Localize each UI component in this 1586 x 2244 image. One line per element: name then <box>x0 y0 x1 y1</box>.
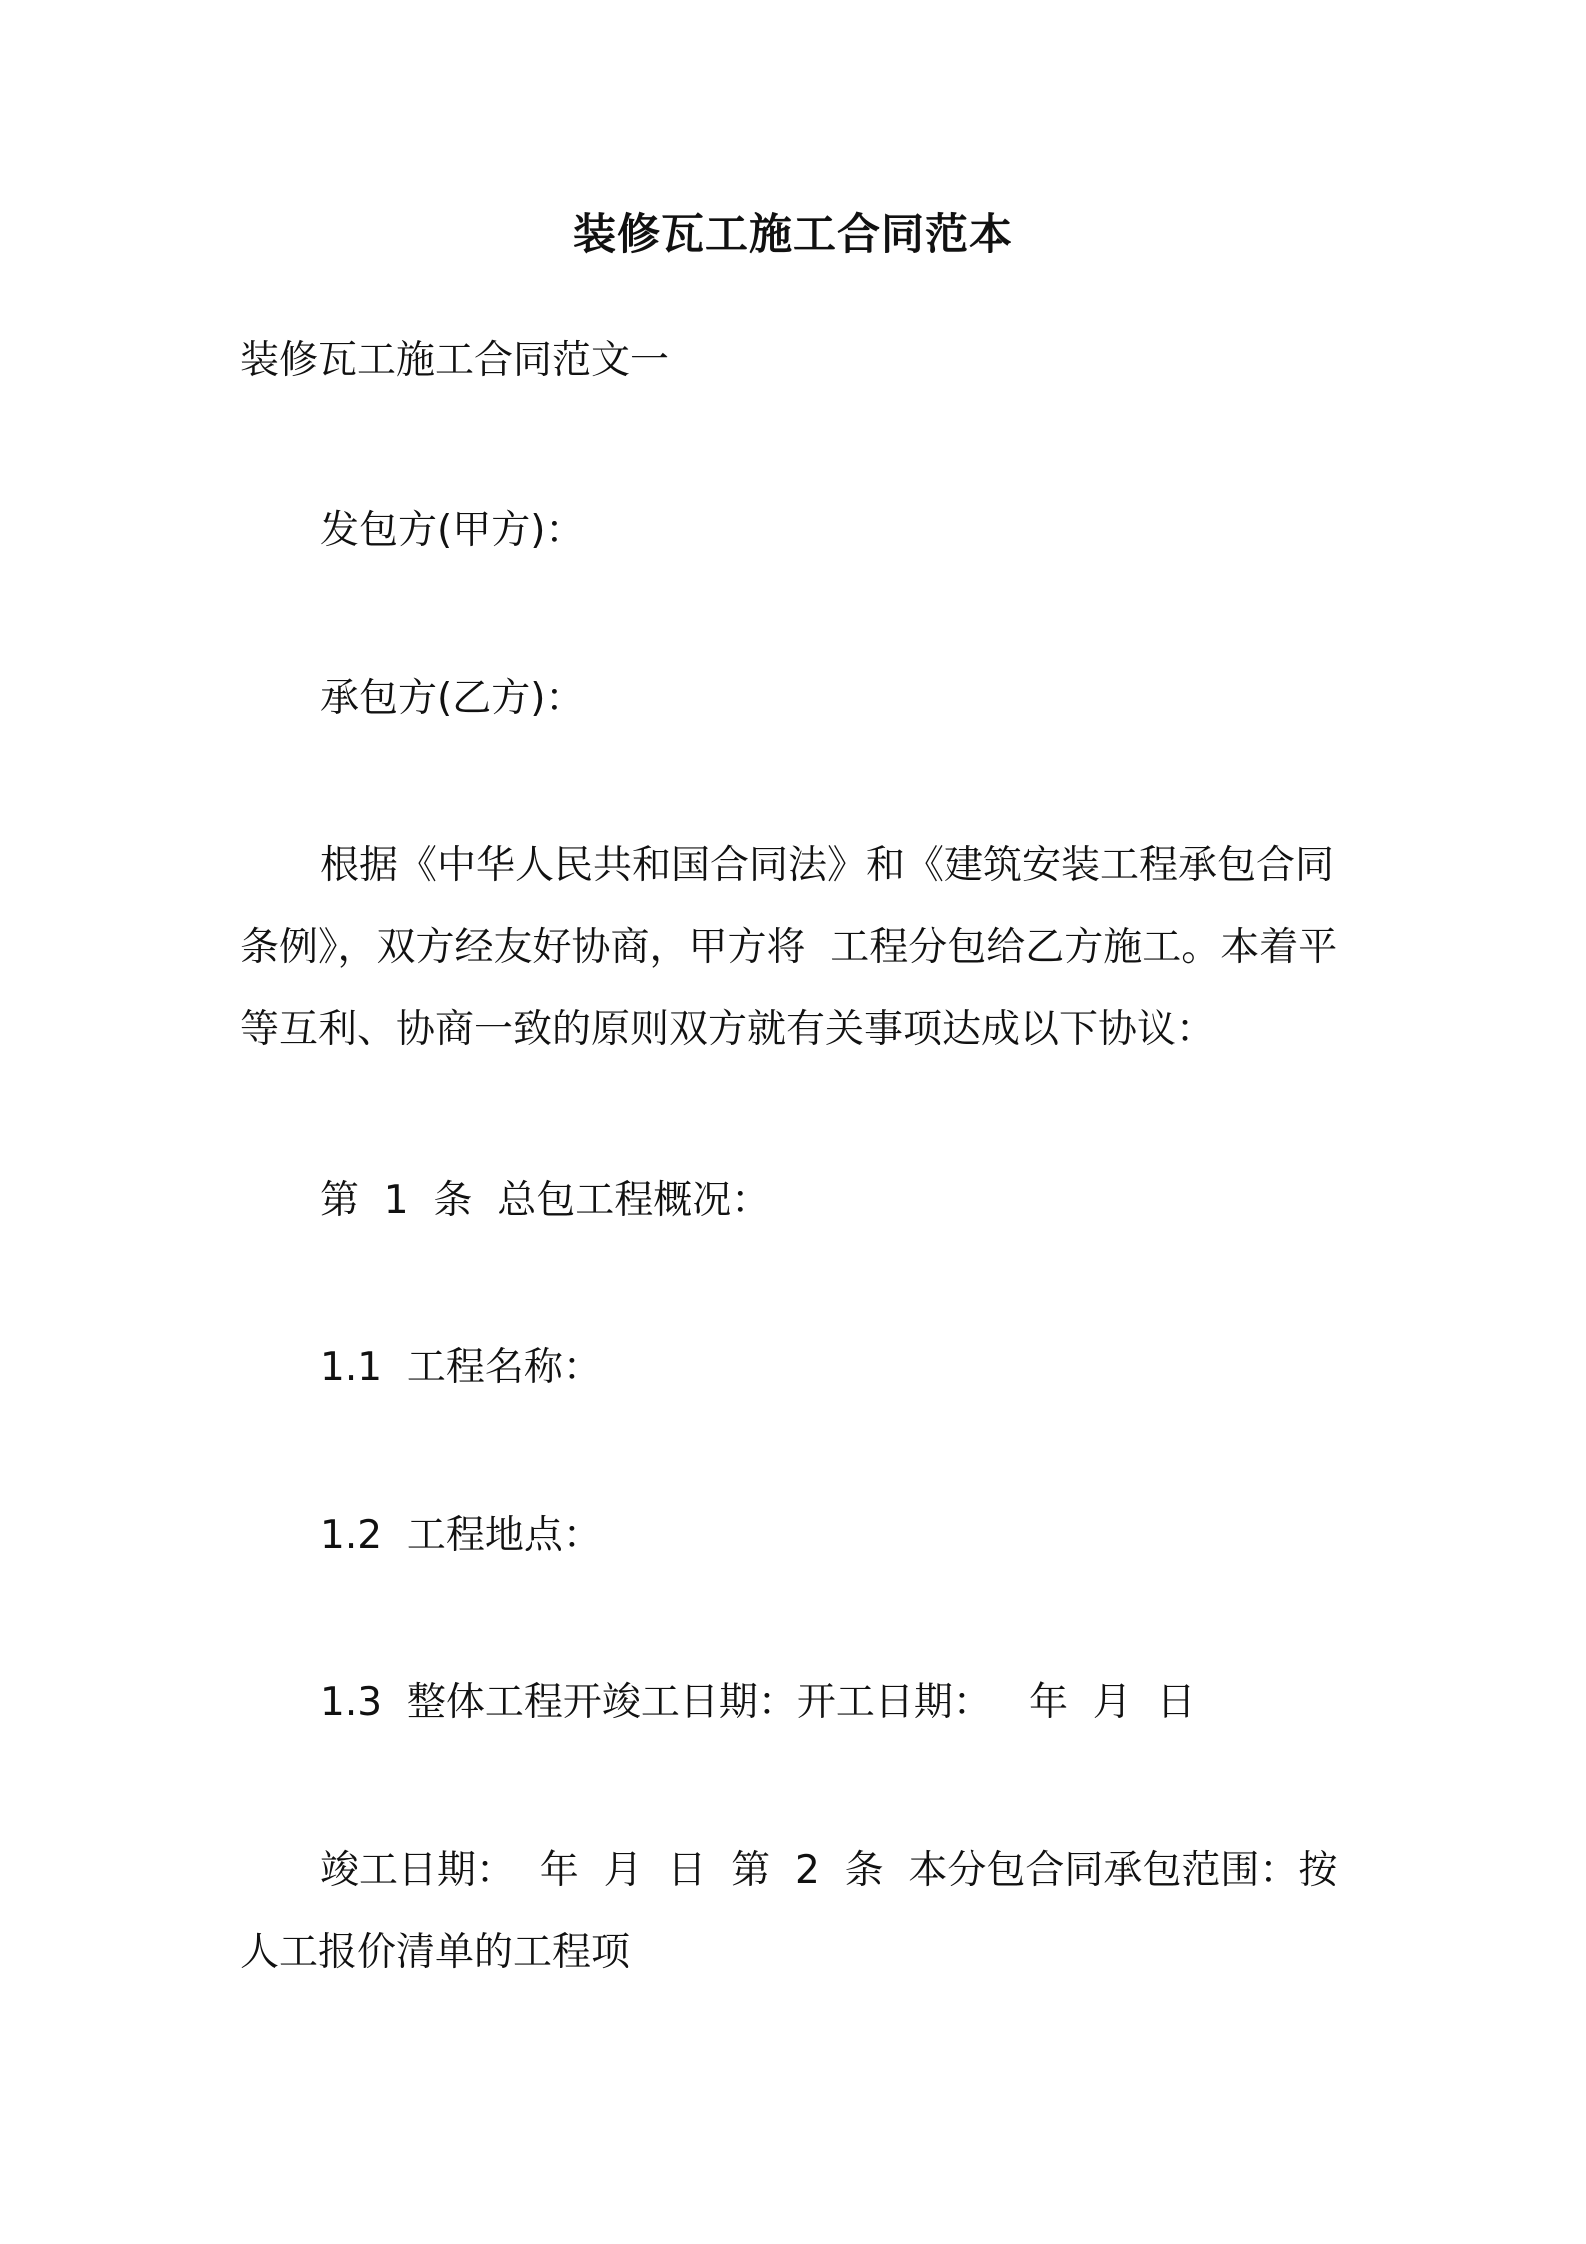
project-name-line: 1.1 工程名称： <box>320 1345 602 1390</box>
article-1-heading: 第 1 条 总包工程概况： <box>320 1178 771 1223</box>
document-title: 装修瓦工施工合同范本 <box>573 210 1013 260</box>
completion-date-and-article-2-paragraph: 竣工日期： 年 月 日 第 2 条 本分包合同承包范围：按人工报价清单的工程项 <box>240 1848 1338 1975</box>
project-location-line: 1.2 工程地点： <box>320 1513 602 1558</box>
contract-preamble-paragraph: 根据《中华人民共和国合同法》和《建筑安装工程承包合同条例》，双方经友好协商，甲方将 工程分包给乙方施工。本着平等互利、协商一致的原则双方就有关事项达成以下协议： <box>240 843 1338 1052</box>
project-dates-line: 1.3 整体工程开竣工日期：开工日期： 年 月 日 <box>320 1680 1196 1725</box>
party-a-line: 发包方(甲方)： <box>320 508 585 553</box>
document-subtitle: 装修瓦工施工合同范文一 <box>240 338 670 383</box>
party-b-line: 承包方(乙方)： <box>320 676 585 721</box>
